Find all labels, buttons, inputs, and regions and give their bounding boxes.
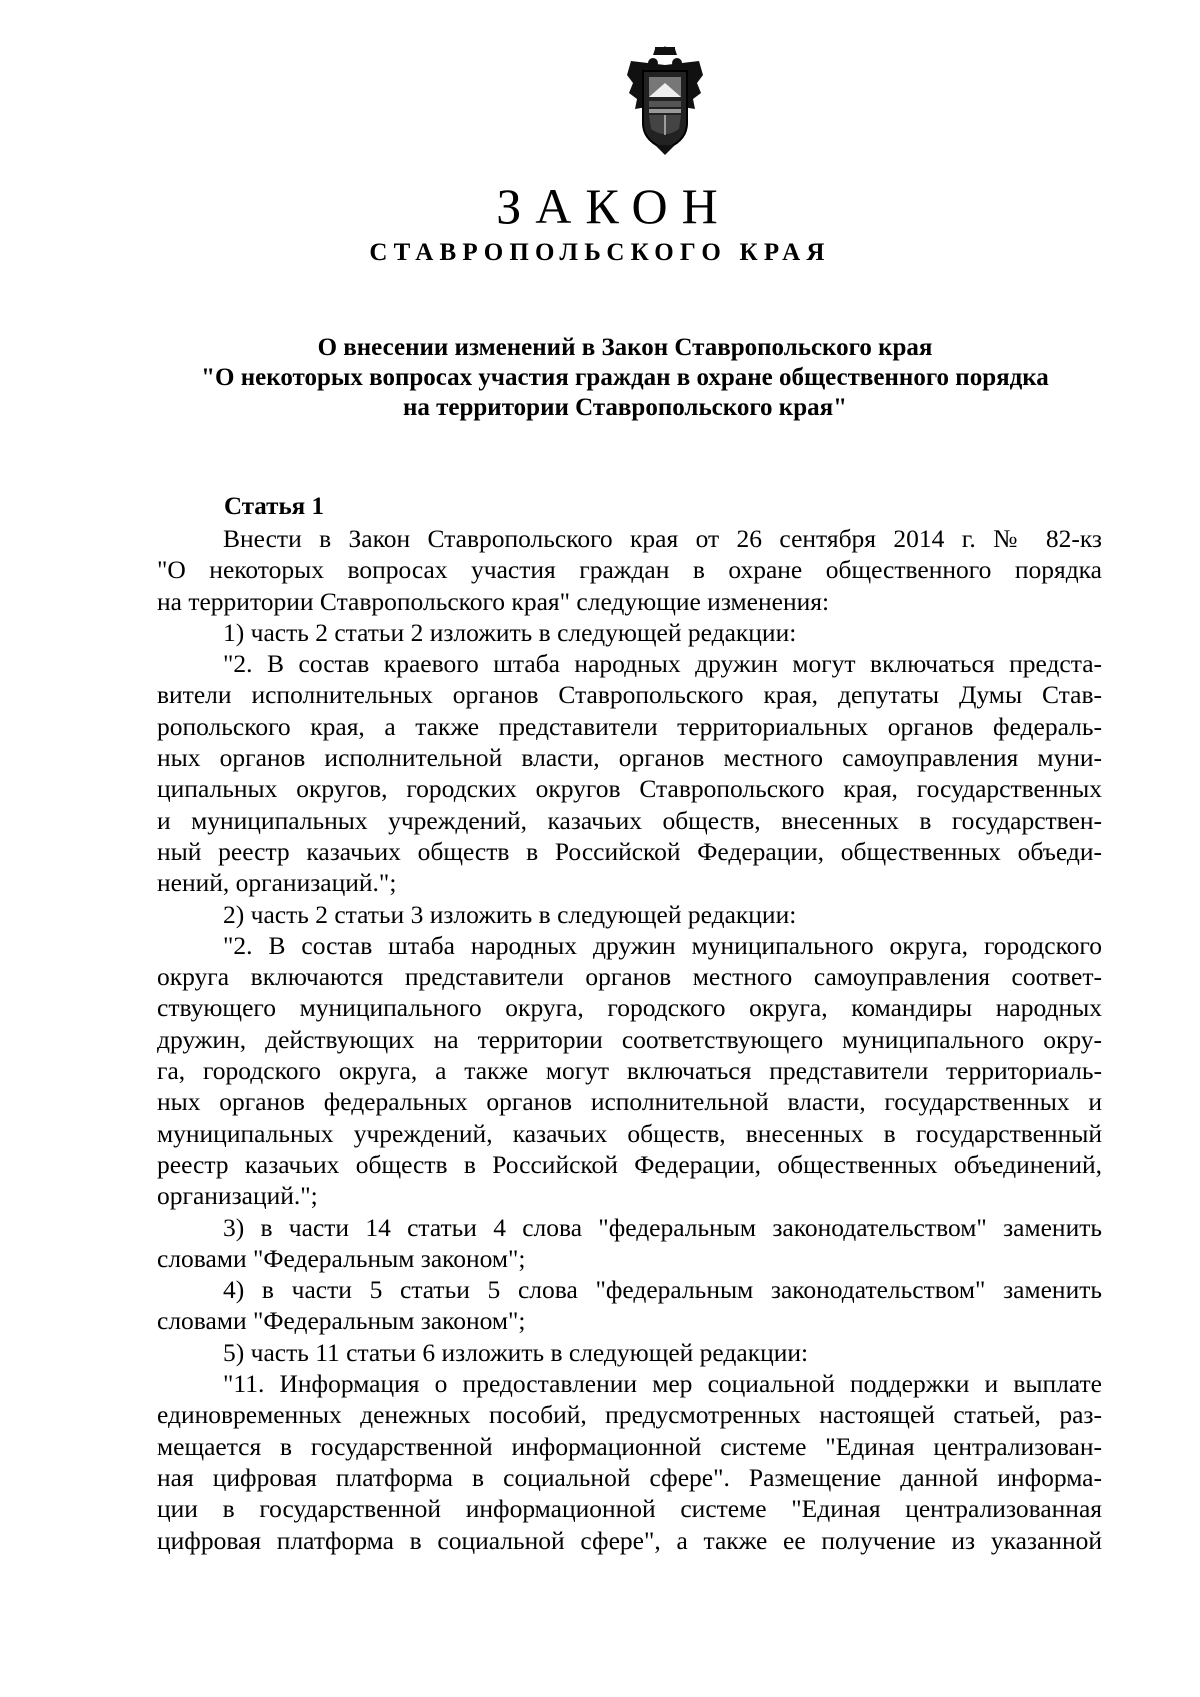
body-line: муниципальных учреждений, казачьих обществ, внесенных в государственный [157,1118,1102,1148]
document-title [160,333,1090,423]
coat-of-arms-icon [625,45,705,157]
body-line: ных органов федеральных органов исполнительной власти, государственных и [157,1087,1102,1117]
body-line: мещается в государственной информационной системе "Единая централизован- [157,1431,1102,1461]
body-line: ропольского края, а также представители территориальных органов федераль- [157,711,1102,741]
body-line: организаций."; [157,1181,318,1211]
body-line: "11. Информация о предоставлении мер социальной поддержки и выплате [223,1369,1102,1399]
body-line: ципальных округов, городских округов Ставропольского края, государственных [157,774,1102,804]
article-body [157,523,1102,1556]
body-line: "2. В состав краевого штаба народных дружин могут включаться предста- [223,649,1102,679]
body-line: ных органов исполнительной власти, органов местного самоуправления муни- [157,743,1102,773]
body-line: га, городского округа, а также могут включаться представители территориаль- [157,1056,1102,1086]
body-line: дружин, действующих на территории соответствующего муниципального окру- [157,1024,1102,1054]
body-line: ный реестр казачьих обществ в Российской Федерации, общественных объеди- [157,836,1102,866]
body-line: и муниципальных учреждений, казачьих обществ, внесенных в государствен- [157,805,1102,835]
body-line: 1) часть 2 статьи 2 изложить в следующей редакции: [223,617,797,647]
article-heading: Статья 1 [224,493,324,520]
body-line: ции в государственной информационной системе "Единая централизованная [157,1494,1102,1524]
body-line: 4) в части 5 статьи 5 слова "федеральным законодательством" заменить [223,1275,1102,1305]
body-line: цифровая платформа в социальной сфере", а также ее получение из указанной [157,1525,1102,1555]
body-line: единовременных денежных пособий, предусмотренных настоящей статьей, раз- [157,1400,1102,1430]
body-line: ная цифровая платформа в социальной сфере". Размещение данной информа- [157,1462,1102,1492]
body-line: словами "Федеральным законом"; [157,1306,526,1336]
body-line: на территории Ставропольского края" следующие изменения: [157,586,830,616]
body-line: 2) часть 2 статьи 3 изложить в следующей редакции: [223,899,797,929]
body-line: нений, организаций."; [157,868,397,898]
document-title-line: "О некоторых вопросах участия граждан в охране общественного порядка [201,364,1049,391]
body-line: словами "Федеральным законом"; [157,1243,526,1273]
body-line: 3) в части 14 статьи 4 слова "федеральным законодательством" заменить [223,1212,1102,1242]
document-title-line: О внесении изменений в Закон Ставропольского края [317,334,933,361]
body-line: вители исполнительных органов Ставропольского края, депутаты Думы Став- [157,680,1102,710]
body-line: "О некоторых вопросах участия граждан в охране общественного порядка [157,555,1102,585]
body-line: 5) часть 11 статьи 6 изложить в следующей редакции: [223,1337,809,1367]
body-line: Внести в Закон Ставропольского края от 26 сентября 2014 г. № 82-кз [223,524,1102,553]
body-line: ствующего муниципального округа, городского округа, командиры народных [157,993,1102,1023]
body-line: "2. В состав штаба народных дружин муниципального округа, городского [223,930,1102,960]
law-region: СТАВРОПОЛЬСКОГО КРАЯ [369,239,831,266]
document-title-line: на территории Ставропольского края" [402,394,848,421]
law-title: ЗАКОН [496,178,732,234]
body-line: округа включаются представители органов местного самоуправления соответ- [157,962,1102,992]
body-line: реестр казачьих обществ в Российской Федерации, общественных объединений, [157,1149,1102,1179]
